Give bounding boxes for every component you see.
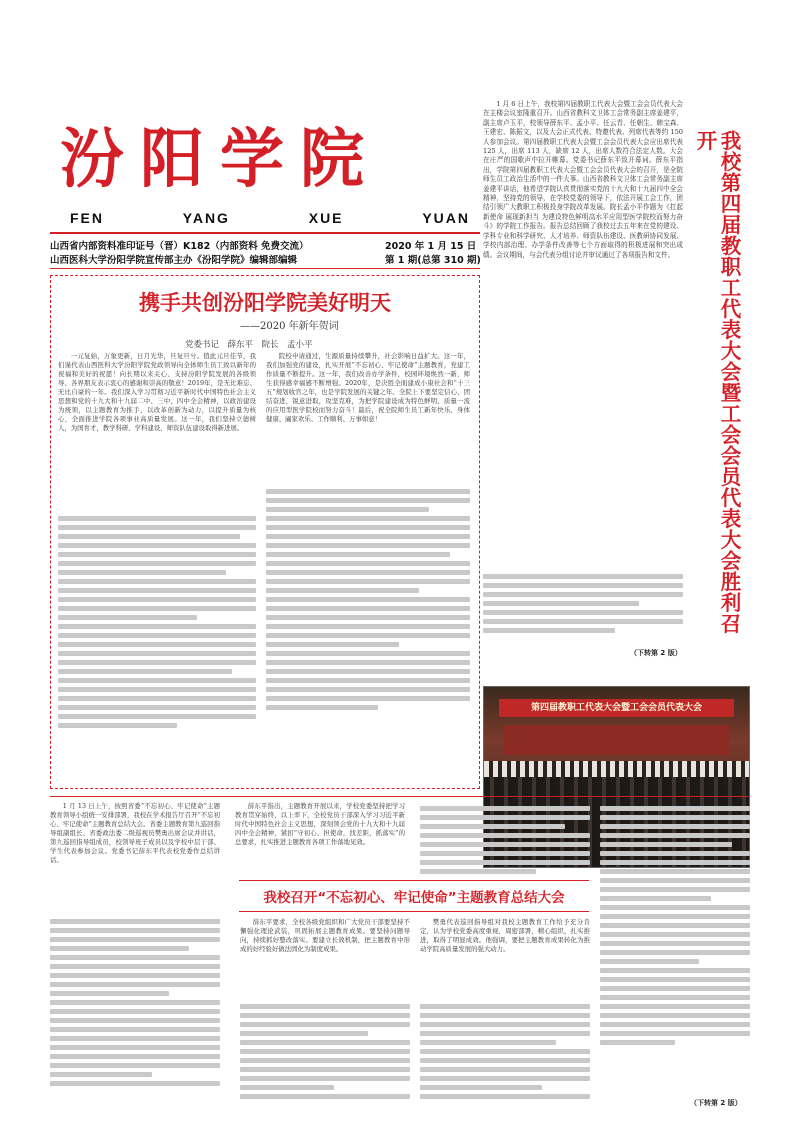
greeting-subtitle: ——2020 年新年贺词 [240,321,339,332]
pinyin-2: YANG [182,210,230,226]
photo-head-table [484,761,749,777]
greeting-left-continuation [58,512,256,777]
masthead-line1: 山西省内部资料准印证号（晋）K182（内部资料 免费交流） [50,241,309,252]
masthead-line2: 山西医科大学汾阳学院宣传部主办《汾阳学院》编辑部编辑 [50,255,298,266]
greeting-authors: 党委书记 薛东平 院长 孟小平 [185,340,313,350]
bottom-col4-top [420,802,590,877]
pinyin-3: XUE [308,210,344,226]
bottom-col5 [600,802,750,1092]
right-top-text: 1 月 6 日上午，我校第四届教职工代表大会暨工会会员代表大会在主楼会议室隆重召开。山西省教科文卫体工会常务副主席姜建平，副主席卢玉平，校领导薛东平、孟小平、任云青、任朝生、韩宝森、王建宏、陈振文，以及大会正式代表、特邀代表、列席代表等约 150 人参加会议。第四届教职工代表大会暨工会会员代表大会应出席代表 125 人，出席 113 人，缺席 12 人，出席人数符合法定人数。大会在庄严的国歌声中拉开帷幕。党委书记薛东平致开幕词。薛东平指出，学院第四届教职工代表大会暨工会会员代表大会的召开，是全院师生员工政治生活中的一件大事。山西省教科文卫体工会常务副主席姜建平讲话，他希望学院认真贯彻落实党的十九大和十九届四中全会精神，坚持党的领导，在学校党委的领导下，依法开展工会工作，团结引领广大教职工积极投身学院改革发展。院长孟小平作题为《扛起新使命 展现新担当 为建设特色鲜明高水平应用型医学院校而努力奋斗》的学院工作报告。报告总结回顾了我校过去五年来在党的建设、学科专业和科学研究、人才培养、师资队伍建设、医教研协同发展、学校内部治理、办学条件改善等七个方面取得的积极进展和突出成绩。会议期间，与会代表分组讨论并审议通过了各项报告和文件。 [483,100,683,259]
bottom-col1-cont [50,915,220,1110]
right-vertical-headline: 我校第四届教职工代表大会暨工会会员代表大会胜利召开 [693,130,741,634]
greeting-left-column [58,352,256,512]
greeting-right-text: 院校申请通过，生源质量持续攀升，社会影响日益扩大。这一年，我们加强党的建设，扎实开展“不忘初心、牢记使命”主题教育，党建工作质量不断提升。这一年，我们改善办学条件，校园环境焕然一新，师生获得感幸福感不断增强。2020年，是决胜全面建成小康社会和“十三五”规划收官之年，也是学院发展的关键之年。全院上下要坚定信心、团结奋进，锐意进取，攻坚克难，为把学院建设成为特色鲜明、质量一流的应用型医学院校而努力奋斗！最后，祝全院师生员工新年快乐、身体健康、阖家欢乐、工作顺利、万事如意！ [266,352,470,423]
text-filler [266,485,470,710]
bottom-col3-text: 薛东平要求，全校各级党组织和广大党员干部要坚持不懈强化理论武装，巩固拓展主题教育成果。要坚持问题导向，持续抓好整改落实。要建立长效机制，把主题教育中形成的好经验好做法固化为制度成果。 [240,918,410,953]
section-divider [50,796,750,797]
bottom-col4 [420,918,590,998]
bottom-col2-text: 薛东平指出，主题教育开展以来，学校党委坚持把学习教育贯穿始终，以上率下，全校党员干部深入学习习近平新时代中国特色社会主义思想，深刻领会党的十九大和十九届四中全会精神，紧扣“守初心、担使命，找差距、抓落实”的总要求，扎实推进主题教育各项工作落地见效。 [235,802,405,846]
greeting-right-column [266,352,470,482]
bottom-continue-note: （下转第 2 版） [690,1099,742,1107]
right-top-continue-note: （下转第 2 版） [630,649,682,657]
greeting-right-continuation [266,485,470,775]
text-filler [420,802,590,874]
greeting-title: 携手共创汾阳学院美好明天 [139,291,391,315]
text-filler [420,1000,590,1099]
bottom-col1-text: 1 月 13 日上午，按照省委“不忘初心、牢记使命”主题教育领导小组统一安排部署，我校在学术报告厅召开“不忘初心、牢记使命”主题教育总结大会。省委主题教育第九巡回指导组副组长、省委政法委二级巡视员樊勇出席会议并讲话，第九巡回指导组成员，校领导班子成员以及学校中层干部、学生代表参加会议。党委书记薛东平代表校党委作总结讲话。 [50,802,220,864]
masthead-rule-2 [50,268,480,269]
pinyin-1: FEN [70,210,104,226]
photo-stage [504,725,729,755]
photo-banner: 第四届教职工代表大会暨工会会员代表大会 [499,699,734,717]
bottom-col2 [235,802,405,877]
text-filler [240,1000,410,1099]
greeting-left-text: 一元复始，万象更新，日月光华，旦复旦兮。值此元旦佳节，我们谨代表山西医科大学汾阳学院党政领导向全体师生员工致以新年的祝福和美好的祝愿！向长期以来关心、支持汾阳学院发展的各级领导、各界朋友表示衷心的感谢和崇高的敬意！2019年，是无比难忘、无比自豪的一年。我们深入学习贯彻习近平新时代中国特色社会主义思想和党的十九大和十九届二中、三中、四中全会精神，以政治建设为统领，以主题教育为推手，以改革创新为动力，以提升质量为核心，全面推进学院各项事业高质量发展。这一年，我们坚持立德树人，为国育才，教学科研、学科建设、师资队伍建设取得新进展。 [58,352,256,432]
text-filler [58,512,256,728]
text-filler [600,802,750,1045]
bottom-col3-cont [240,1000,410,1110]
masthead-issue: 第 1 期(总第 310 期) [385,255,481,266]
bottom-col4-text: 樊勇代表巡回指导组对我校主题教育工作给予充分肯定，认为学校党委高度重视，周密部署，精心组织，扎实推进，取得了明显成效。他强调，要把主题教育成果转化为推动学院高质量发展的强大动力。 [420,918,590,953]
masthead-rule [50,232,480,234]
masthead-date: 2020 年 1 月 15 日 [385,241,477,252]
pinyin-4: YUAN [422,210,470,226]
masthead-title: 汾阳学院 [60,123,380,197]
text-filler [50,915,220,1086]
text-filler [483,570,683,633]
bottom-col1-top [50,802,220,882]
bottom-headline: 我校召开“不忘初心、牢记使命”主题教育总结大会 [263,890,565,906]
right-top-continuation [483,570,683,640]
bottom-col3 [240,918,410,998]
right-top-body [483,100,683,640]
masthead-pinyin [70,210,470,226]
bottom-col4-cont [420,1000,590,1110]
